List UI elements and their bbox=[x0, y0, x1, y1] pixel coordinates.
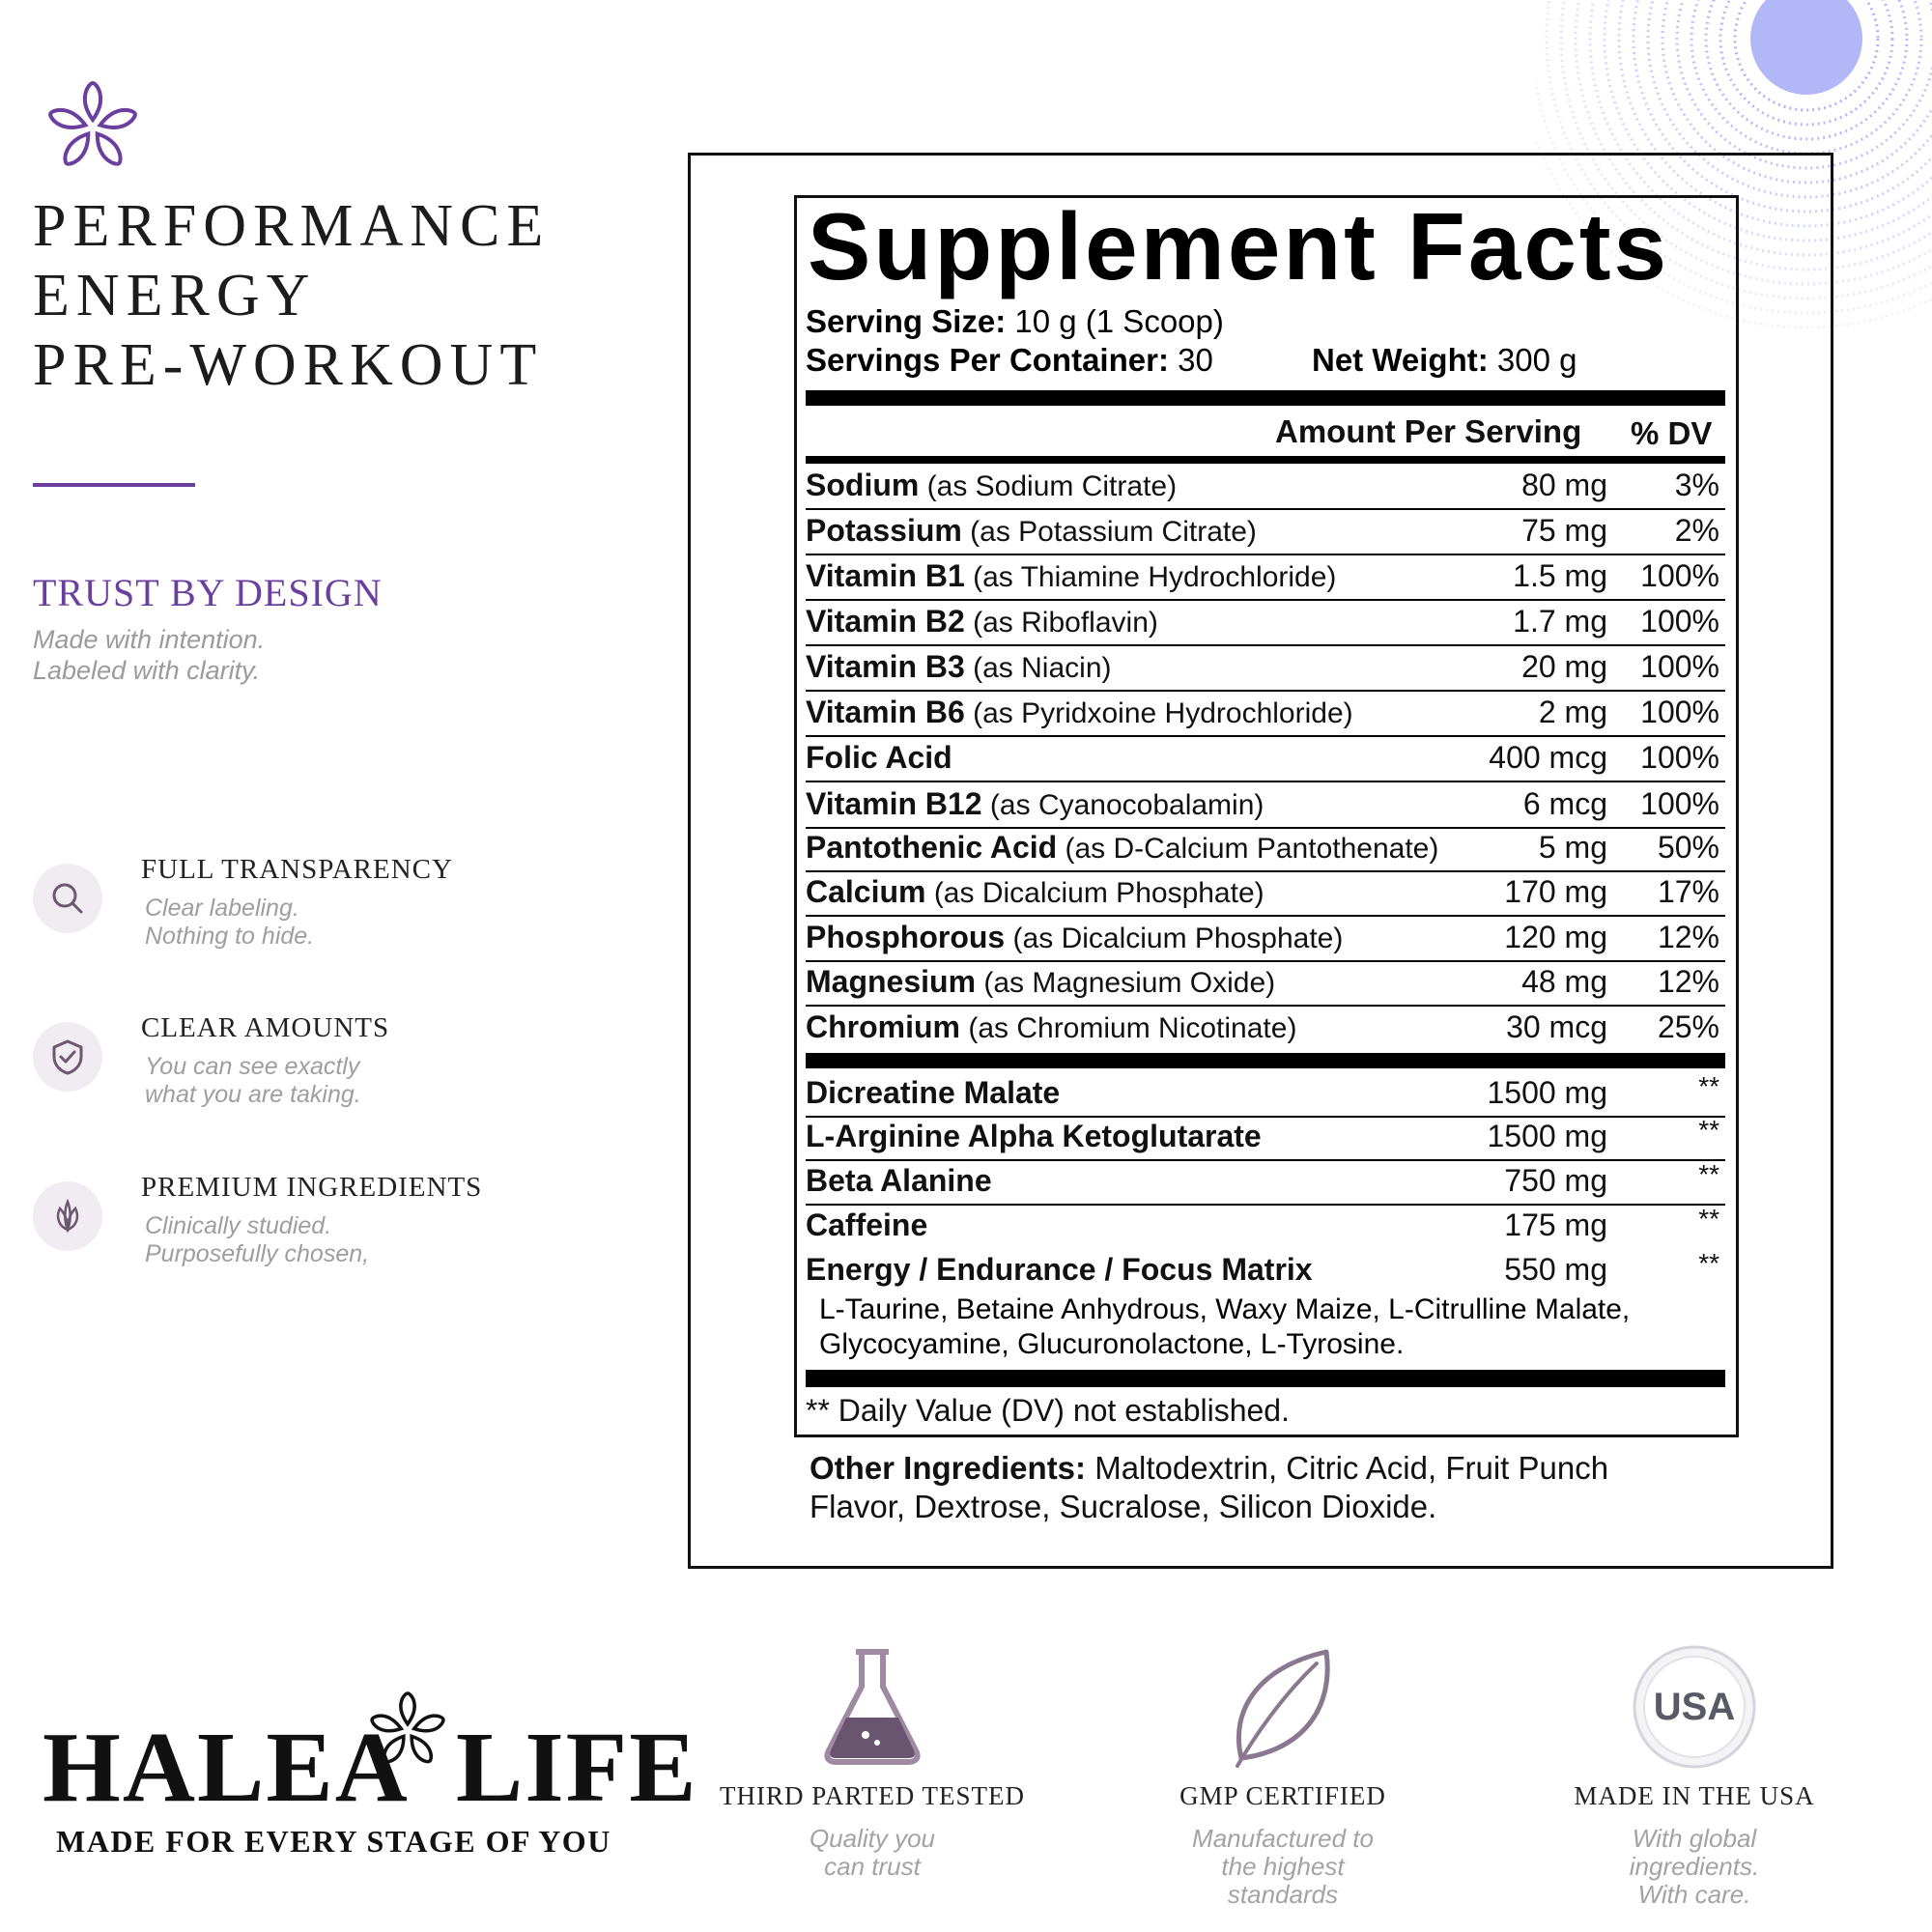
badge-subtitle-line: can trust bbox=[824, 1852, 921, 1881]
nutrient-source: (as Cyanocobalamin) bbox=[981, 789, 1264, 821]
nutrient-name bbox=[806, 740, 952, 776]
nutrient-dv: 100% bbox=[1640, 558, 1719, 593]
servings-value: 30 bbox=[1168, 342, 1213, 378]
nutrient-dv: 12% bbox=[1657, 920, 1719, 954]
leaf-icon bbox=[33, 1181, 102, 1251]
feature-full-transparency bbox=[33, 854, 535, 980]
blend-name bbox=[806, 1208, 927, 1243]
nutrient-source: (as Pyridxoine Hydrochloride) bbox=[964, 697, 1353, 729]
badge-subtitle bbox=[1535, 1825, 1854, 1909]
thick-rule bbox=[806, 1370, 1725, 1387]
nutrient-amount: 48 mg bbox=[1521, 964, 1607, 999]
nutrient-name-main: Pantothenic Acid bbox=[806, 830, 1058, 865]
nutrient-name bbox=[806, 874, 1264, 910]
other-ingredients-label: Other Ingredients: bbox=[810, 1450, 1087, 1486]
nutrient-row bbox=[806, 511, 1725, 555]
trust-subtitle bbox=[33, 624, 265, 686]
nutrient-name-main: Folic Acid bbox=[806, 740, 952, 775]
nutrient-source: (as Potassium Citrate) bbox=[961, 516, 1257, 548]
nutrient-name-main: Vitamin B12 bbox=[806, 786, 982, 821]
nutrient-row bbox=[806, 647, 1725, 692]
nutrient-name bbox=[806, 830, 1438, 866]
nutrient-name-main: Vitamin B3 bbox=[806, 649, 965, 684]
nutrient-row bbox=[806, 693, 1725, 737]
nutrient-amount: 75 mg bbox=[1521, 513, 1607, 548]
nutrient-name-main: Vitamin B2 bbox=[806, 604, 965, 639]
blend-dv: ** bbox=[1698, 1071, 1719, 1101]
badge-title: MADE IN THE USA bbox=[1574, 1781, 1815, 1810]
leaf-outline-icon bbox=[1220, 1642, 1346, 1772]
brand-name-left: HALEA bbox=[43, 1712, 410, 1823]
nutrient-amount: 30 mcg bbox=[1506, 1009, 1607, 1044]
supplement-facts-title: Supplement Facts bbox=[808, 193, 1670, 299]
nutrient-source: (as Magnesium Oxide) bbox=[976, 967, 1276, 999]
net-weight bbox=[1312, 342, 1577, 379]
blend-dv: ** bbox=[1698, 1159, 1719, 1189]
nutrient-row bbox=[806, 784, 1725, 829]
nutrient-dv: 100% bbox=[1640, 695, 1719, 729]
flask-icon bbox=[810, 1642, 935, 1768]
other-ingredients bbox=[810, 1449, 1698, 1526]
badge-subtitle-line: standards bbox=[1227, 1880, 1339, 1909]
nutrient-row bbox=[806, 828, 1725, 872]
nutrient-row bbox=[806, 556, 1725, 601]
feature-subtitle-line: Clear labeling. bbox=[145, 895, 299, 922]
accent-divider bbox=[33, 483, 195, 487]
nutrient-amount: 20 mg bbox=[1521, 649, 1607, 684]
net-weight-label: Net Weight: bbox=[1312, 342, 1489, 378]
blend-amount: 1500 mg bbox=[1487, 1119, 1607, 1153]
nutrient-name-main: Magnesium bbox=[806, 964, 977, 999]
badge-subtitle-line: With care. bbox=[1637, 1880, 1751, 1909]
nutrient-name-main: Chromium bbox=[806, 1009, 960, 1044]
nutrient-amount: 5 mg bbox=[1538, 830, 1607, 865]
nutrient-source: (as Niacin) bbox=[964, 652, 1112, 684]
nutrient-dv: 12% bbox=[1657, 964, 1719, 999]
brand-name-right: LIFE bbox=[455, 1712, 698, 1823]
blend-name bbox=[806, 1252, 1313, 1288]
thick-rule bbox=[806, 390, 1725, 406]
nutrient-name bbox=[806, 649, 1112, 685]
nutrient-name bbox=[806, 513, 1257, 549]
amount-per-serving-header: Amount Per Serving bbox=[1275, 413, 1582, 449]
blend-dv: ** bbox=[1698, 1248, 1719, 1278]
feature-subtitle-line: what you are taking. bbox=[145, 1081, 361, 1108]
nutrient-name bbox=[806, 920, 1343, 955]
blend-name bbox=[806, 1119, 1262, 1154]
nutrient-source: (as Dicalcium Phosphate) bbox=[1005, 923, 1344, 954]
blend-name bbox=[806, 1163, 992, 1199]
nutrient-dv: 50% bbox=[1657, 830, 1719, 865]
nutrient-amount: 6 mcg bbox=[1522, 786, 1607, 821]
nutrient-dv: 17% bbox=[1657, 874, 1719, 909]
nutrient-amount: 1.5 mg bbox=[1513, 558, 1607, 593]
nutrient-name-main: Calcium bbox=[806, 874, 926, 909]
nutrient-source: (as Chromium Nicotinate) bbox=[960, 1012, 1297, 1044]
blend-row bbox=[806, 1161, 1725, 1206]
feature-subtitle-line: Nothing to hide. bbox=[145, 923, 315, 950]
feature-premium-ingredients bbox=[33, 1172, 535, 1297]
nutrient-dv: 100% bbox=[1640, 649, 1719, 684]
nutrient-name bbox=[806, 1009, 1296, 1045]
badge-subtitle-line: the highest bbox=[1221, 1852, 1345, 1881]
matrix-ingredients-line: Glycocyamine, Glucuronolactone, L-Tyrosine. bbox=[819, 1328, 1405, 1360]
nutrient-dv: 25% bbox=[1657, 1009, 1719, 1044]
search-icon bbox=[33, 864, 102, 933]
nutrient-name bbox=[806, 468, 1177, 503]
blend-name bbox=[806, 1075, 1060, 1111]
medium-rule bbox=[806, 456, 1725, 464]
blend-name-main: Caffeine bbox=[806, 1208, 928, 1242]
serving-size-label: Serving Size: bbox=[806, 303, 1007, 339]
nutrient-name bbox=[806, 695, 1353, 730]
nutrient-name-main: Vitamin B6 bbox=[806, 695, 965, 729]
serving-size bbox=[806, 303, 1224, 340]
badge-title: THIRD PARTED TESTED bbox=[720, 1781, 1025, 1810]
product-title-line: PRE-WORKOUT bbox=[33, 332, 544, 398]
shield-check-icon bbox=[33, 1022, 102, 1092]
feature-title: PREMIUM INGREDIENTS bbox=[141, 1172, 483, 1203]
nutrient-amount: 120 mg bbox=[1504, 920, 1607, 954]
feature-subtitle-line: Clinically studied. bbox=[145, 1212, 332, 1239]
feature-title: FULL TRANSPARENCY bbox=[141, 854, 453, 885]
blend-amount: 550 mg bbox=[1504, 1252, 1607, 1287]
nutrient-source: (as Sodium Citrate) bbox=[919, 470, 1178, 502]
dv-footnote: ** Daily Value (DV) not established. bbox=[806, 1393, 1290, 1428]
nutrient-dv: 100% bbox=[1640, 786, 1719, 821]
product-title-line: ENERGY bbox=[33, 263, 317, 328]
nutrient-source: (as Dicalcium Phosphate) bbox=[925, 877, 1264, 909]
blend-amount: 175 mg bbox=[1504, 1208, 1607, 1242]
badge-subtitle-line: Manufactured to bbox=[1192, 1824, 1374, 1853]
badge-subtitle-line: Quality you bbox=[809, 1824, 936, 1853]
feature-clear-amounts bbox=[33, 1012, 535, 1138]
nutrient-row bbox=[806, 602, 1725, 646]
nutrient-name bbox=[806, 964, 1275, 1000]
nutrient-dv: 3% bbox=[1674, 468, 1719, 502]
nutrient-row bbox=[806, 1008, 1725, 1052]
nutrient-source: (as Riboflavin) bbox=[964, 607, 1158, 639]
blend-row bbox=[806, 1117, 1725, 1161]
badge-subtitle-line: With global bbox=[1632, 1824, 1757, 1853]
badge-gmp-certified bbox=[1123, 1642, 1442, 1909]
blend-row bbox=[806, 1073, 1725, 1118]
feature-subtitle bbox=[145, 1053, 361, 1109]
usa-seal-icon bbox=[1630, 1642, 1759, 1772]
badge-third-party-tested bbox=[713, 1642, 1032, 1881]
dv-header: % DV bbox=[1631, 415, 1713, 451]
nutrient-name bbox=[806, 604, 1158, 639]
nutrient-amount: 400 mcg bbox=[1489, 740, 1607, 775]
blend-amount: 750 mg bbox=[1504, 1163, 1607, 1198]
nutrient-dv: 100% bbox=[1640, 740, 1719, 775]
nutrient-name bbox=[806, 786, 1264, 822]
badge-subtitle-line: ingredients. bbox=[1629, 1852, 1760, 1881]
nutrient-name-main: Phosphorous bbox=[806, 920, 1006, 954]
blend-amount: 1500 mg bbox=[1487, 1075, 1607, 1110]
brand-tagline: MADE FOR EVERY STAGE OF YOU bbox=[56, 1824, 611, 1859]
badge-made-in-usa bbox=[1535, 1642, 1854, 1909]
thick-rule bbox=[806, 1053, 1725, 1068]
feature-subtitle bbox=[145, 895, 314, 951]
trust-heading: TRUST BY DESIGN bbox=[33, 571, 383, 614]
nutrient-source: (as Thiamine Hydrochloride) bbox=[964, 561, 1337, 593]
other-ingredients-value: Maltodextrin, Citric Acid, Fruit Punch Flavor, Dextrose, Sucralose, Silicon Dioxide. bbox=[810, 1450, 1609, 1524]
badge-subtitle bbox=[713, 1825, 1032, 1881]
servings-per-container bbox=[806, 342, 1213, 379]
blend-row bbox=[806, 1206, 1725, 1250]
blend-dv: ** bbox=[1698, 1115, 1719, 1145]
blend-dv: ** bbox=[1698, 1204, 1719, 1234]
blend-name-main: Beta Alanine bbox=[806, 1163, 992, 1198]
nutrient-name-main: Vitamin B1 bbox=[806, 558, 965, 593]
nutrient-dv: 100% bbox=[1640, 604, 1719, 639]
nutrient-row bbox=[806, 918, 1725, 962]
nutrient-row bbox=[806, 962, 1725, 1007]
product-title-line: PERFORMANCE bbox=[33, 193, 551, 259]
blend-name-main: Dicreatine Malate bbox=[806, 1075, 1061, 1110]
feature-subtitle-line: Purposefully chosen, bbox=[145, 1240, 370, 1267]
blend-row bbox=[806, 1250, 1725, 1294]
usa-seal-text: USA bbox=[1653, 1686, 1736, 1728]
matrix-ingredients bbox=[819, 1293, 1630, 1362]
serving-size-value: 10 g (1 Scoop) bbox=[1006, 303, 1224, 339]
feature-subtitle bbox=[145, 1212, 369, 1268]
nutrient-amount: 2 mg bbox=[1538, 695, 1607, 729]
brand-flower-icon bbox=[363, 1687, 452, 1772]
nutrient-amount: 1.7 mg bbox=[1513, 604, 1607, 639]
trust-subtitle-line: Labeled with clarity. bbox=[33, 656, 261, 685]
nutrient-row bbox=[806, 466, 1725, 510]
feature-title: CLEAR AMOUNTS bbox=[141, 1012, 390, 1043]
matrix-ingredients-line: L-Taurine, Betaine Anhydrous, Waxy Maize, L-Citrulline Malate, bbox=[819, 1293, 1631, 1325]
badge-title: GMP CERTIFIED bbox=[1179, 1781, 1386, 1810]
nutrient-row bbox=[806, 738, 1725, 782]
nutrient-name-main: Sodium bbox=[806, 468, 920, 502]
blend-name-main: L-Arginine Alpha Ketoglutarate bbox=[806, 1119, 1262, 1153]
nutrient-amount: 170 mg bbox=[1504, 874, 1607, 909]
feature-subtitle-line: You can see exactly bbox=[145, 1053, 360, 1080]
nutrient-name bbox=[806, 558, 1336, 594]
trust-subtitle-line: Made with intention. bbox=[33, 625, 266, 654]
nutrient-name-main: Potassium bbox=[806, 513, 962, 548]
product-title bbox=[33, 191, 550, 400]
net-weight-value: 300 g bbox=[1488, 342, 1577, 378]
badge-subtitle bbox=[1123, 1825, 1442, 1909]
nutrient-source: (as D-Calcium Pantothenate) bbox=[1057, 833, 1439, 865]
blend-name-main: Energy / Endurance / Focus Matrix bbox=[806, 1252, 1313, 1287]
servings-label: Servings Per Container: bbox=[806, 342, 1169, 378]
nutrient-dv: 2% bbox=[1674, 513, 1719, 548]
flower-logo-icon bbox=[43, 77, 143, 174]
nutrient-row bbox=[806, 872, 1725, 917]
nutrient-amount: 80 mg bbox=[1521, 468, 1607, 502]
